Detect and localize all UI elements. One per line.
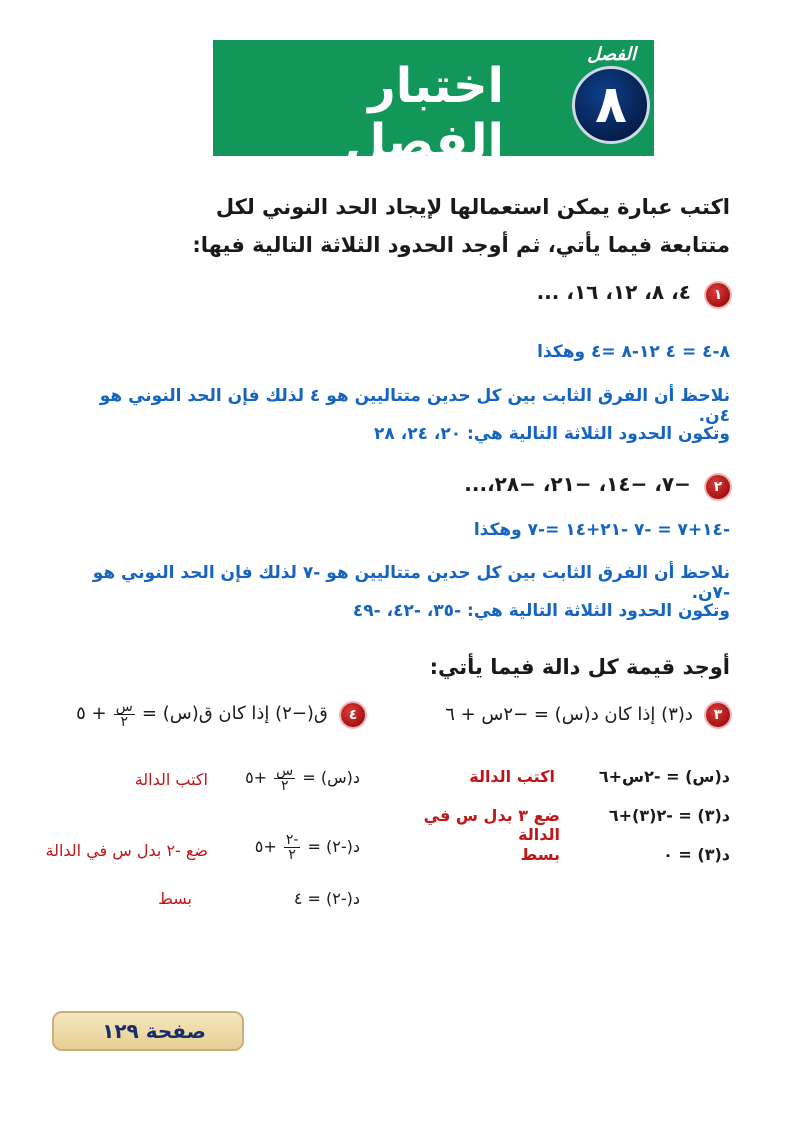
q2-row <box>330 472 730 499</box>
q4-step2-lhs: د(-٢) = <box>307 837 360 856</box>
section1-instruction-line1: اكتب عبارة يمكن استعمالها لإيجاد الحد النوني لكل <box>215 195 730 219</box>
q4-step1-frac-num: س <box>276 763 294 779</box>
chapter-banner <box>213 40 654 170</box>
q3-number: ٣ <box>706 703 730 727</box>
q1-work-line: ٨-٤ = ٤ ١٢-٨ =٤ وهكذا <box>537 342 730 362</box>
q3-step3-label: بسط <box>520 845 560 864</box>
q2-sequence: −٧، −١٤، −٢١، −٢٨،... <box>464 472 691 496</box>
q4-step1-fraction <box>274 764 295 793</box>
page-number: صفحة ١٢٩ <box>102 1019 206 1043</box>
q4-prompt-frac-den: ٢ <box>120 714 129 730</box>
q4-step3-label: بسط <box>158 889 192 908</box>
q4-step1-tail: +٥ <box>245 768 268 787</box>
q2-next-terms: وتكون الحدود الثلاثة التالية هي: -٣٥، -٤٢، -٤٩ <box>352 601 730 621</box>
q2-number: ٢ <box>706 475 730 499</box>
q1-note-line: نلاحظ أن الفرق الثابت بين كل حدين متتاليين هو ٤ لذلك فإن الحد النوني هو ٤ن. <box>99 386 730 426</box>
q4-step2-frac-den: ٢ <box>288 847 296 863</box>
q4-step1-label: اكتب الدالة <box>134 770 208 789</box>
q2-note-line: نلاحظ أن الفرق الثابت بين كل حدين متتاليين هو -٧ لذلك فإن الحد النوني هو -٧ن. <box>92 563 730 603</box>
q4-row <box>25 700 365 729</box>
q4-step3-math: د(-٢) = ٤ <box>293 889 360 908</box>
q4-step2-label: ضع -٢ بدل س في الدالة <box>45 841 208 860</box>
q3-step1-label: اكتب الدالة <box>469 767 555 786</box>
chapter-word: الفصل <box>587 44 636 65</box>
page-number-box <box>52 1011 244 1051</box>
section2-instruction: أوجد قيمة كل دالة فيما يأتي: <box>429 655 730 679</box>
q4-step2-fraction <box>284 833 301 862</box>
q1-next-terms: وتكون الحدود الثلاثة التالية هي: ٢٠، ٢٤، ٢٨ <box>374 424 730 444</box>
q4-prompt-frac-num: س <box>115 699 133 715</box>
q3-prompt: د(٣) إذا كان د(س) = −٢س + ٦ <box>445 703 693 725</box>
q2-work-line: -١٤+٧ = -٧ -٢١+١٤ =-٧ وهكذا <box>473 520 730 540</box>
section1-instruction-line2: متتابعة فيما يأتي، ثم أوجد الحدود الثلاثة التالية فيها: <box>192 233 730 257</box>
chapter-number-badge <box>572 66 650 144</box>
q4-step1-lhs: د(س) = <box>302 768 360 787</box>
q4-prompt-suffix: + ٥ <box>76 703 107 724</box>
q3-step3-math: د(٣) = ٠ <box>663 845 730 864</box>
q3-step2-label: ضع ٣ بدل س في الدالة <box>423 806 560 844</box>
q3-step1-math: د(س) = -٢س+٦ <box>598 767 730 786</box>
q4-number: ٤ <box>341 703 365 727</box>
q4-step1-frac-den: ٢ <box>280 778 289 794</box>
q4-step1-math <box>230 764 360 793</box>
q3-step2-math: د(٣) = -٢(٣)+٦ <box>608 806 730 825</box>
q3-row <box>400 703 730 727</box>
chapter-number: ٨ <box>595 75 627 135</box>
q1-row <box>330 280 730 307</box>
q4-step2-math <box>230 833 360 862</box>
q1-sequence: ٤، ٨، ١٢، ١٦، ... <box>536 280 691 304</box>
banner-title: اختبار الفصل <box>344 58 504 170</box>
q4-step2-frac-num: -٢ <box>285 832 299 848</box>
q4-step2-tail: +٥ <box>254 837 277 856</box>
q4-prompt-prefix: ق(−٢) إذا كان ق(س) = <box>141 703 328 724</box>
q4-prompt-fraction <box>114 700 135 729</box>
q1-number: ١ <box>706 283 730 307</box>
